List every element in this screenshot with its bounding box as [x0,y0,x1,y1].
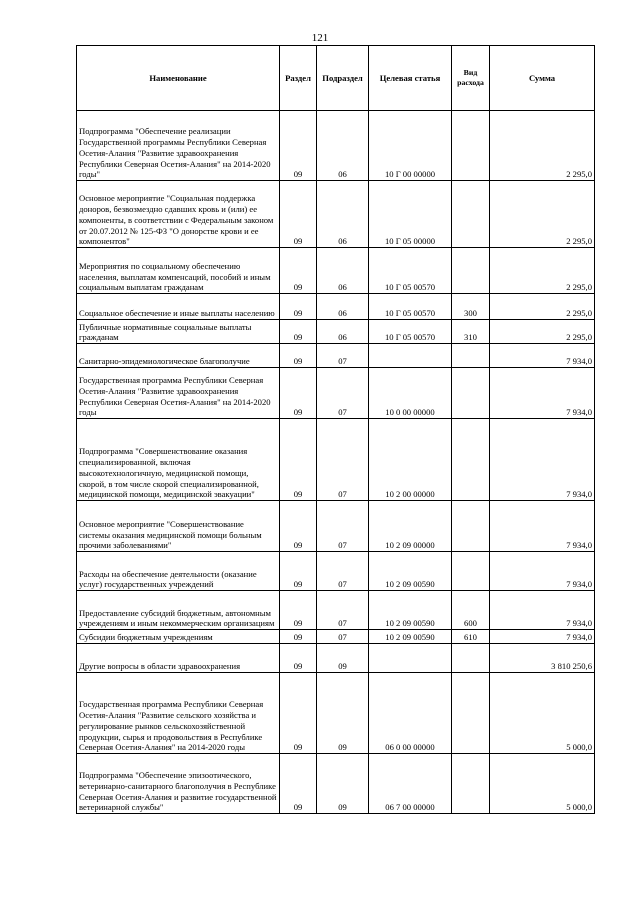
row-razdel: 09 [280,344,317,368]
row-podrazdel: 09 [317,754,369,814]
table-row [77,591,595,630]
row-razdel: 09 [280,552,317,591]
row-tselevaya: 10 2 09 00590 [369,552,452,591]
row-razdel: 09 [280,320,317,344]
header-vid: Вид расхода [452,46,490,111]
row-podrazdel: 07 [317,630,369,644]
page-number: 121 [311,32,329,44]
row-razdel: 09 [280,501,317,552]
row-name: Основное мероприятие "Социальная поддержка доноров, безвозмездно сдавших кровь и (или) ее компоненты, в соответствии с Федеральным законом от 20.07.2012 № 125-ФЗ "О донорстве крови и ее компонентов" [77,181,280,248]
row-name: Санитарно-эпидемиологическое благополучие [77,344,280,368]
table-row [77,419,595,501]
row-name: Предоставление субсидий бюджетным, автономным учреждениям и иным некоммерческим организациям [77,591,280,630]
row-tselevaya: 10 2 09 00000 [369,501,452,552]
row-tselevaya: 10 0 00 00000 [369,368,452,419]
table-row [77,294,595,320]
row-podrazdel: 06 [317,248,369,294]
row-podrazdel: 07 [317,552,369,591]
row-summa: 2 295,0 [490,248,595,294]
row-razdel: 09 [280,294,317,320]
row-podrazdel: 09 [317,644,369,673]
row-vid [452,111,490,181]
row-name: Государственная программа Республики Северная Осетия-Алания "Развитие сельского хозяйства и регулирование рынков сельскохозяйственной продукции, сырья и продовольствия в Республике Северная Осетия-Алания" на 2014-2020 годы [77,673,280,754]
row-vid: 610 [452,630,490,644]
table-row [77,248,595,294]
row-vid [452,248,490,294]
row-summa: 5 000,0 [490,673,595,754]
table-row [77,181,595,248]
row-name: Подпрограмма "Совершенствование оказания специализированной, включая высокотехнологичную, медицинской помощи, скорой, в том числе скорой специализированной, медицинской помощи, медицинской эвакуации" [77,419,280,501]
row-vid [452,344,490,368]
row-tselevaya: 06 7 00 00000 [369,754,452,814]
row-name: Публичные нормативные социальные выплаты гражданам [77,320,280,344]
header-name: Наименование [77,46,280,111]
row-tselevaya: 06 0 00 00000 [369,673,452,754]
row-vid: 600 [452,591,490,630]
row-name: Подпрограмма "Обеспечение эпизоотического, ветеринарно-санитарного благополучия в Республике Северная Осетия-Алания и развитие государственной ветеринарной службы" [77,754,280,814]
table-row [77,552,595,591]
table-row [77,673,595,754]
table-row [77,644,595,673]
header-tselevaya: Целевая статья [369,46,452,111]
header-summa: Сумма [490,46,595,111]
row-summa: 2 295,0 [490,294,595,320]
row-tselevaya [369,344,452,368]
row-tselevaya: 10 Г 00 00000 [369,111,452,181]
row-podrazdel: 07 [317,419,369,501]
row-name: Основное мероприятие "Совершенствование системы оказания медицинской помощи больным прочими заболеваниями" [77,501,280,552]
table-row [77,344,595,368]
row-podrazdel: 06 [317,181,369,248]
row-vid [452,501,490,552]
budget-table [76,45,595,814]
row-razdel: 09 [280,181,317,248]
row-tselevaya: 10 Г 05 00570 [369,294,452,320]
table-row [77,630,595,644]
row-name: Мероприятия по социальному обеспечению населения, выплатам компенсаций, пособий и иным социальным выплатам гражданам [77,248,280,294]
row-podrazdel: 06 [317,111,369,181]
header-podrazdel: Подраздел [317,46,369,111]
table-row [77,501,595,552]
row-tselevaya: 10 2 09 00590 [369,591,452,630]
row-vid [452,368,490,419]
row-podrazdel: 07 [317,344,369,368]
row-razdel: 09 [280,368,317,419]
row-summa: 7 934,0 [490,368,595,419]
row-name: Государственная программа Республики Северная Осетия-Алания "Развитие здравоохранения Республики Северная Осетия-Алания" на 2014-2020 годы [77,368,280,419]
row-podrazdel: 06 [317,294,369,320]
row-vid [452,754,490,814]
row-podrazdel: 09 [317,673,369,754]
row-summa: 7 934,0 [490,501,595,552]
row-vid: 300 [452,294,490,320]
row-summa: 2 295,0 [490,111,595,181]
row-vid: 310 [452,320,490,344]
row-summa: 7 934,0 [490,344,595,368]
header-razdel: Раздел [280,46,317,111]
row-podrazdel: 06 [317,320,369,344]
row-tselevaya: 10 Г 05 00570 [369,320,452,344]
row-razdel: 09 [280,754,317,814]
row-summa: 5 000,0 [490,754,595,814]
row-razdel: 09 [280,630,317,644]
row-name: Подпрограмма "Обеспечение реализации Государственной программы Республики Северная Осетия-Алания "Развитие здравоохранения Республики Северная Осетия-Алания" на 2014-2020 годы" [77,111,280,181]
table-row [77,320,595,344]
row-summa: 2 295,0 [490,320,595,344]
row-name: Субсидии бюджетным учреждениям [77,630,280,644]
row-podrazdel: 07 [317,501,369,552]
row-razdel: 09 [280,419,317,501]
row-name: Другие вопросы в области здравоохранения [77,644,280,673]
row-podrazdel: 07 [317,368,369,419]
row-vid [452,552,490,591]
row-vid [452,673,490,754]
row-tselevaya: 10 Г 05 00570 [369,248,452,294]
row-razdel: 09 [280,111,317,181]
row-vid [452,181,490,248]
table-row [77,368,595,419]
row-summa: 2 295,0 [490,181,595,248]
row-tselevaya [369,644,452,673]
row-summa: 3 810 250,6 [490,644,595,673]
row-tselevaya: 10 2 09 00590 [369,630,452,644]
row-tselevaya: 10 2 00 00000 [369,419,452,501]
row-razdel: 09 [280,644,317,673]
row-summa: 7 934,0 [490,419,595,501]
table-row [77,754,595,814]
row-vid [452,644,490,673]
row-vid [452,419,490,501]
row-podrazdel: 07 [317,591,369,630]
row-razdel: 09 [280,591,317,630]
table-row [77,111,595,181]
row-summa: 7 934,0 [490,552,595,591]
row-summa: 7 934,0 [490,591,595,630]
row-name: Расходы на обеспечение деятельности (оказание услуг) государственных учреждений [77,552,280,591]
row-summa: 7 934,0 [490,630,595,644]
header-row [77,46,595,111]
row-razdel: 09 [280,248,317,294]
row-tselevaya: 10 Г 05 00000 [369,181,452,248]
row-razdel: 09 [280,673,317,754]
row-name: Социальное обеспечение и иные выплаты населению [77,294,280,320]
